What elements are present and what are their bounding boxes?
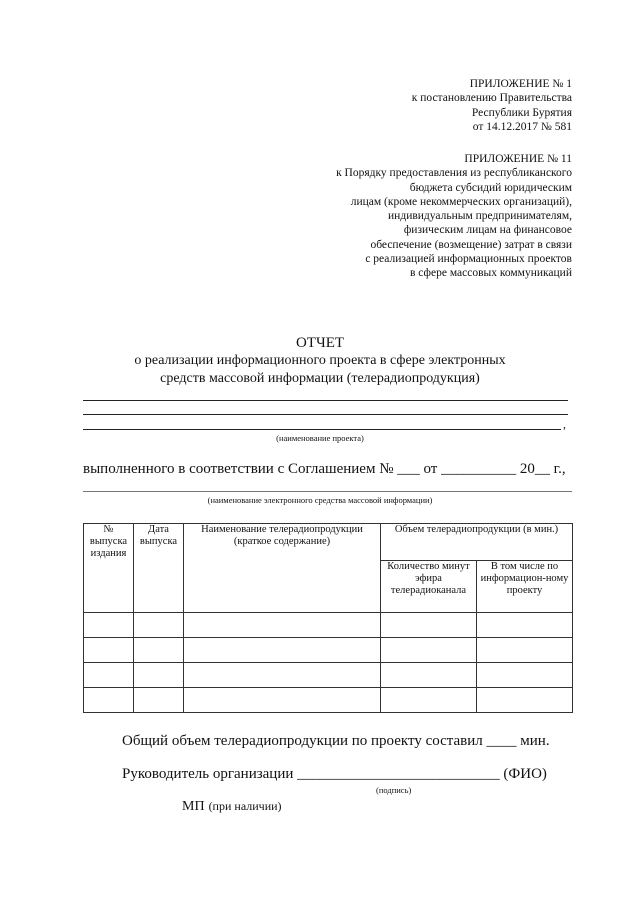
table-cell <box>134 688 184 713</box>
project-name-line-3 <box>83 429 561 430</box>
project-name-caption: (наименование проекта) <box>276 433 364 443</box>
report-subtitle-line-1: о реализации информационного проекта в сфере электронных <box>134 353 506 368</box>
total-volume-line: Общий объем телерадиопродукции по проекту составил ____ мин. <box>122 733 550 749</box>
appendix-11-line: к Порядку предоставления из республиканского <box>336 167 572 180</box>
appendix-11-line: лицам (кроме некоммерческих организаций), <box>350 195 572 208</box>
header-issue-date: Дата выпуска <box>134 524 184 613</box>
header-airtime-minutes: Количество минут эфира телерадиоканала <box>381 561 477 613</box>
table-cell <box>134 613 184 638</box>
table-cell <box>84 688 134 713</box>
table-cell <box>84 613 134 638</box>
appendix-11-line: в сфере массовых коммуникаций <box>409 267 572 280</box>
table-cell <box>477 638 573 663</box>
appendix-11-line: обеспечение (возмещение) затрат в связи <box>370 238 572 251</box>
appendix-11-line: бюджета субсидий юридическим <box>409 181 572 194</box>
header-product-name: Наименование телерадиопродукции (краткое содержание) <box>184 524 381 613</box>
appendix-1-line: к постановлению Правительства <box>411 92 572 105</box>
table-row <box>84 688 573 713</box>
head-of-organization-line <box>122 765 547 783</box>
table-cell <box>84 638 134 663</box>
header-info-project-minutes: В том числе по информацион-ному проекту <box>477 561 573 613</box>
report-subtitle-line-2: средств массовой информации (телерадиопродукция) <box>160 371 480 386</box>
mp-note: (при наличии) <box>208 799 282 813</box>
table-cell <box>477 688 573 713</box>
table-cell <box>381 638 477 663</box>
report-title: ОТЧЕТ <box>295 335 345 351</box>
appendix-1-block <box>412 77 572 134</box>
appendix-11-line: с реализацией информационных проектов <box>365 253 572 266</box>
appendix-1-line: Республики Бурятия <box>471 106 572 119</box>
report-table <box>83 523 573 713</box>
table-cell <box>184 688 381 713</box>
table-cell <box>477 663 573 688</box>
appendix-11-title: ПРИЛОЖЕНИЕ № 11 <box>464 153 572 165</box>
mp-label: МП <box>182 799 205 814</box>
appendix-11-line: физическим лицам на финансовое <box>403 224 572 237</box>
project-name-comma: , <box>563 417 566 431</box>
appendix-11-line: индивидуальным предпринимателям, <box>388 210 572 223</box>
appendix-11-block <box>336 152 572 281</box>
header-issue-number: № выпуска издания <box>84 524 134 613</box>
table-cell <box>184 613 381 638</box>
header-product-volume: Объем телерадиопродукции (в мин.) <box>381 524 573 561</box>
table-row <box>84 613 573 638</box>
appendix-1-title: ПРИЛОЖЕНИЕ № 1 <box>469 78 572 90</box>
agreement-line: выполненного в соответствии с Соглашением № ___ от __________ 20__ г., <box>83 461 566 477</box>
media-name-caption: (наименование электронного средства массовой информации) <box>207 495 433 505</box>
stamp-place <box>182 797 282 815</box>
media-name-line <box>83 491 572 492</box>
table-cell <box>381 688 477 713</box>
table-cell <box>84 663 134 688</box>
table-cell <box>184 663 381 688</box>
head-label: Руководитель организации <box>122 766 294 782</box>
table-header-row <box>84 524 573 561</box>
table-cell <box>184 638 381 663</box>
signature-blank: ___________________________ <box>297 766 500 782</box>
table-cell <box>381 663 477 688</box>
project-name-line-2 <box>83 414 568 415</box>
table-cell <box>477 613 573 638</box>
appendix-1-line: от 14.12.2017 № 581 <box>472 120 572 133</box>
signature-caption: (подпись) <box>376 785 412 795</box>
table-cell <box>381 613 477 638</box>
project-name-line-1 <box>83 400 568 401</box>
table-cell <box>134 638 184 663</box>
table-row <box>84 638 573 663</box>
table-cell <box>134 663 184 688</box>
table-row <box>84 663 573 688</box>
fio-label: (ФИО) <box>503 766 547 782</box>
